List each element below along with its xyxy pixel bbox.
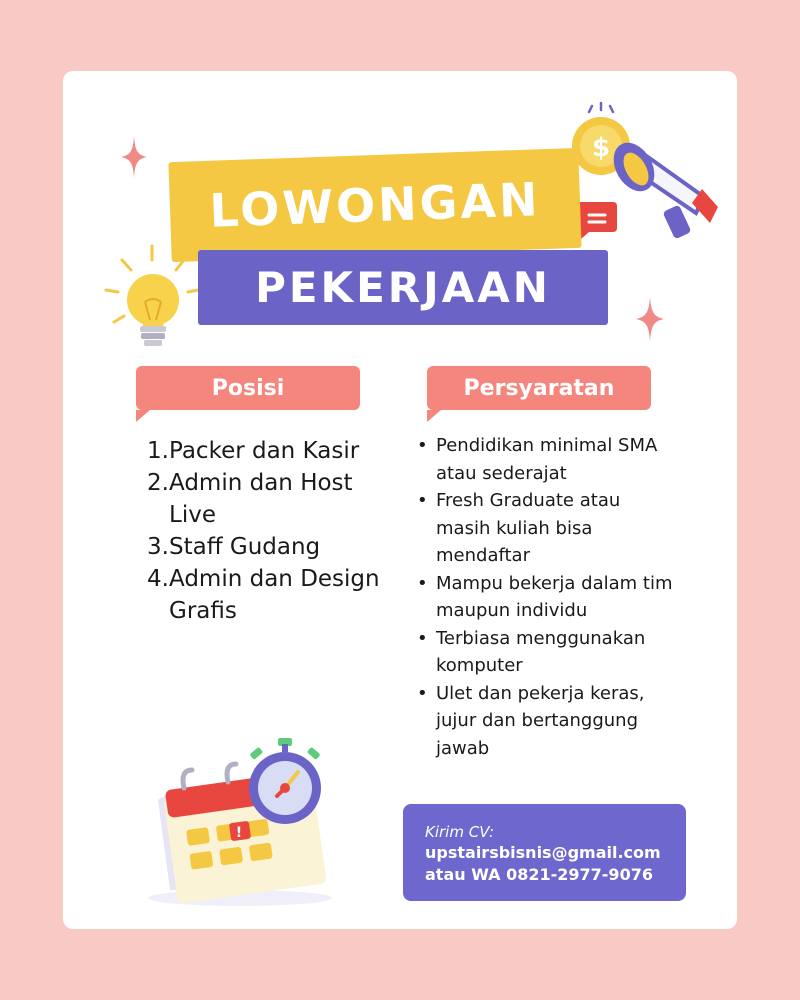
list-item: • Pendidikan minimal SMA atau sederajat	[415, 432, 680, 487]
sparkle-icon	[636, 296, 664, 342]
list-item: • Ulet dan pekerja keras, jujur dan bertanggung jawab	[415, 680, 680, 763]
list-item: • Mampu bekerja dalam tim maupun individu	[415, 570, 680, 625]
list-item: 1. Packer dan Kasir	[147, 438, 360, 464]
contact-box	[403, 804, 686, 901]
stopwatch-icon	[242, 738, 328, 826]
title-line-2: PEKERJAAN	[255, 263, 551, 312]
list-item: • Terbiasa menggunakan komputer	[415, 625, 680, 680]
megaphone-icon	[610, 135, 720, 250]
svg-text:$: $	[591, 133, 611, 163]
list-item: 2. Admin dan Host Live	[147, 470, 353, 528]
contact-label: Kirim CV:	[425, 823, 495, 841]
list-item: • Fresh Graduate atau masih kuliah bisa mendaftar	[415, 487, 680, 570]
title-banner-yellow	[168, 148, 581, 262]
sparkle-icon	[121, 136, 147, 178]
contact-email[interactable]: upstairsbisnis@gmail.com	[425, 843, 661, 862]
persyaratan-heading: Persyaratan	[427, 366, 651, 410]
title-banner-purple	[198, 250, 608, 325]
list-item: 3. Staff Gudang	[147, 534, 321, 560]
list-item: 4. Admin dan Design Grafis	[147, 566, 380, 624]
contact-phone[interactable]: atau WA 0821-2977-9076	[425, 865, 653, 884]
requirements-list	[415, 432, 680, 762]
svg-text:!: !	[235, 825, 243, 841]
posisi-heading: Posisi	[136, 366, 360, 410]
positions-list	[145, 435, 380, 627]
title-line-1: LOWONGAN	[208, 172, 542, 238]
